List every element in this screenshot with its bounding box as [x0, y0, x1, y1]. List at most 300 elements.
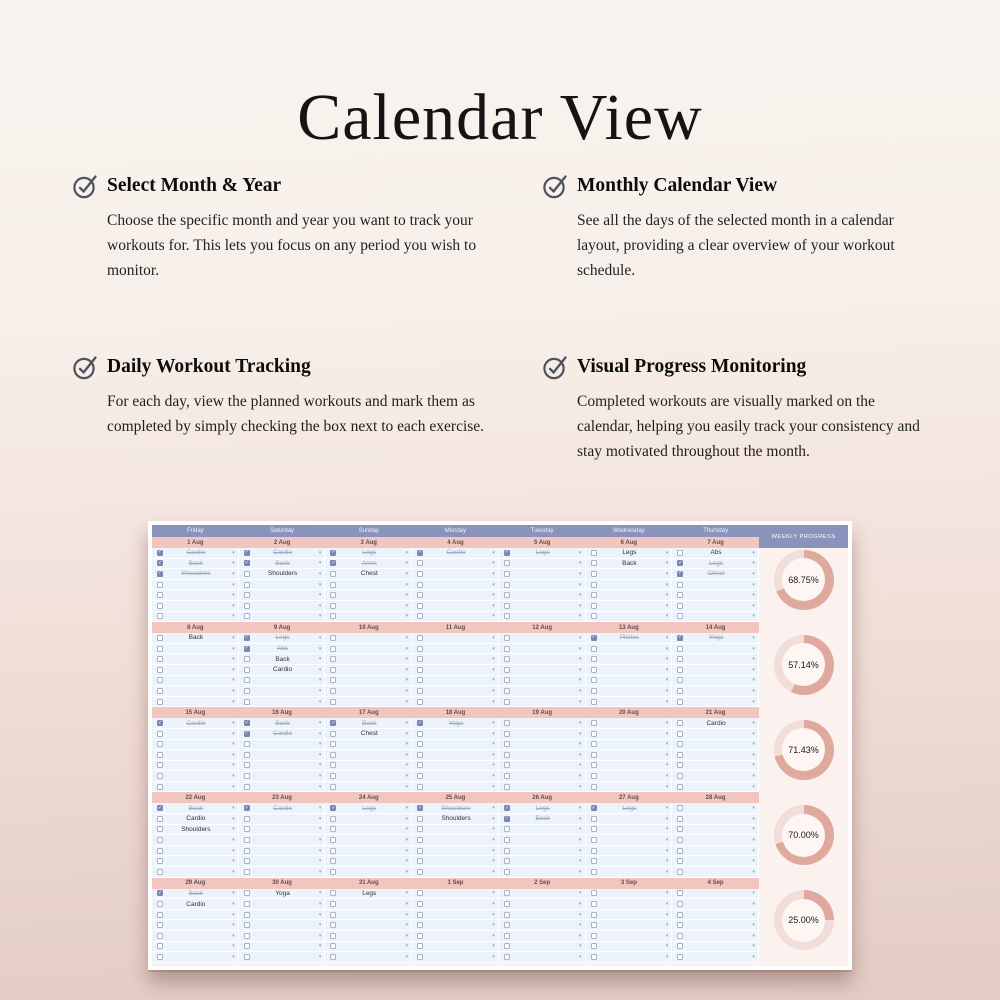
dropdown-arrow-icon[interactable]: ▾ — [752, 826, 755, 833]
dropdown-arrow-icon[interactable]: ▾ — [752, 645, 755, 652]
exercise-checkbox[interactable] — [417, 837, 423, 843]
exercise-checkbox[interactable] — [504, 613, 510, 619]
exercise-checkbox[interactable] — [677, 773, 683, 779]
dropdown-arrow-icon[interactable]: ▾ — [232, 592, 235, 599]
exercise-checkbox[interactable] — [591, 603, 597, 609]
exercise-checkbox[interactable] — [244, 741, 250, 747]
exercise-checkbox[interactable] — [591, 677, 597, 683]
exercise-checkbox[interactable] — [504, 731, 510, 737]
exercise-checkbox[interactable]: ✓ — [244, 645, 249, 652]
exercise-checkbox[interactable] — [677, 699, 683, 705]
dropdown-arrow-icon[interactable]: ▾ — [665, 783, 669, 790]
exercise-checkbox[interactable] — [677, 677, 683, 683]
dropdown-arrow-icon[interactable]: ▾ — [579, 932, 582, 939]
dropdown-arrow-icon[interactable]: ▾ — [405, 890, 409, 897]
exercise-checkbox[interactable] — [330, 603, 336, 609]
exercise-checkbox[interactable] — [157, 954, 163, 960]
exercise-checkbox[interactable] — [591, 773, 597, 779]
exercise-checkbox[interactable] — [157, 762, 163, 768]
dropdown-arrow-icon[interactable]: ▾ — [405, 922, 409, 929]
dropdown-arrow-icon[interactable]: ▾ — [405, 773, 409, 780]
dropdown-arrow-icon[interactable]: ▾ — [665, 858, 669, 865]
dropdown-arrow-icon[interactable]: ▾ — [232, 826, 235, 833]
dropdown-arrow-icon[interactable]: ▾ — [579, 741, 582, 748]
exercise-checkbox[interactable]: ✓ — [678, 570, 683, 577]
exercise-checkbox[interactable] — [504, 922, 510, 928]
dropdown-arrow-icon[interactable]: ▾ — [665, 868, 669, 875]
exercise-checkbox[interactable] — [591, 762, 597, 768]
exercise-checkbox[interactable] — [504, 571, 510, 577]
dropdown-arrow-icon[interactable]: ▾ — [752, 730, 755, 737]
dropdown-arrow-icon[interactable]: ▾ — [665, 890, 669, 897]
dropdown-arrow-icon[interactable]: ▾ — [752, 783, 755, 790]
dropdown-arrow-icon[interactable]: ▾ — [405, 815, 409, 822]
dropdown-arrow-icon[interactable]: ▾ — [579, 815, 582, 822]
dropdown-arrow-icon[interactable]: ▾ — [405, 720, 409, 727]
exercise-checkbox[interactable] — [330, 912, 336, 918]
exercise-checkbox[interactable]: ✓ — [418, 804, 423, 811]
exercise-checkbox[interactable]: ✓ — [157, 549, 163, 556]
dropdown-arrow-icon[interactable]: ▾ — [405, 783, 409, 790]
dropdown-arrow-icon[interactable]: ▾ — [318, 805, 322, 812]
dropdown-arrow-icon[interactable]: ▾ — [318, 953, 322, 960]
dropdown-arrow-icon[interactable]: ▾ — [232, 868, 235, 875]
dropdown-arrow-icon[interactable]: ▾ — [492, 613, 495, 620]
exercise-checkbox[interactable] — [157, 773, 163, 779]
exercise-checkbox[interactable] — [330, 943, 336, 949]
exercise-checkbox[interactable] — [330, 592, 336, 598]
exercise-checkbox[interactable] — [504, 646, 510, 652]
dropdown-arrow-icon[interactable]: ▾ — [752, 677, 755, 684]
exercise-checkbox[interactable] — [330, 826, 336, 832]
dropdown-arrow-icon[interactable]: ▾ — [579, 922, 582, 929]
exercise-checkbox[interactable] — [244, 858, 250, 864]
exercise-checkbox[interactable] — [591, 784, 597, 790]
dropdown-arrow-icon[interactable]: ▾ — [232, 922, 235, 929]
dropdown-arrow-icon[interactable]: ▾ — [232, 570, 235, 577]
exercise-checkbox[interactable] — [504, 954, 510, 960]
exercise-checkbox[interactable] — [330, 741, 336, 747]
exercise-checkbox[interactable] — [677, 943, 683, 949]
dropdown-arrow-icon[interactable]: ▾ — [665, 656, 669, 663]
exercise-checkbox[interactable]: ✓ — [418, 549, 423, 556]
dropdown-arrow-icon[interactable]: ▾ — [318, 943, 322, 950]
dropdown-arrow-icon[interactable]: ▾ — [579, 720, 582, 727]
exercise-checkbox[interactable] — [591, 613, 597, 619]
exercise-checkbox[interactable] — [417, 922, 423, 928]
exercise-checkbox[interactable] — [504, 688, 510, 694]
exercise-checkbox[interactable] — [677, 582, 683, 588]
dropdown-arrow-icon[interactable]: ▾ — [232, 773, 235, 780]
exercise-checkbox[interactable] — [677, 922, 683, 928]
dropdown-arrow-icon[interactable]: ▾ — [492, 953, 495, 960]
exercise-checkbox[interactable]: ✓ — [591, 804, 596, 811]
dropdown-arrow-icon[interactable]: ▾ — [405, 837, 409, 844]
dropdown-arrow-icon[interactable]: ▾ — [492, 858, 495, 865]
exercise-checkbox[interactable] — [591, 741, 597, 747]
dropdown-arrow-icon[interactable]: ▾ — [752, 560, 755, 567]
exercise-checkbox[interactable] — [504, 752, 510, 758]
dropdown-arrow-icon[interactable]: ▾ — [492, 645, 495, 652]
exercise-checkbox[interactable] — [417, 560, 423, 566]
exercise-checkbox[interactable] — [504, 656, 510, 662]
dropdown-arrow-icon[interactable]: ▾ — [318, 687, 322, 694]
exercise-checkbox[interactable] — [244, 933, 250, 939]
dropdown-arrow-icon[interactable]: ▾ — [492, 687, 495, 694]
exercise-checkbox[interactable] — [157, 667, 163, 673]
dropdown-arrow-icon[interactable]: ▾ — [579, 943, 582, 950]
dropdown-arrow-icon[interactable]: ▾ — [579, 890, 582, 897]
exercise-checkbox[interactable]: ✓ — [157, 804, 163, 811]
dropdown-arrow-icon[interactable]: ▾ — [405, 901, 409, 908]
exercise-checkbox[interactable] — [504, 603, 510, 609]
dropdown-arrow-icon[interactable]: ▾ — [232, 687, 235, 694]
exercise-checkbox[interactable] — [591, 837, 597, 843]
exercise-checkbox[interactable] — [591, 901, 597, 907]
dropdown-arrow-icon[interactable]: ▾ — [318, 592, 322, 599]
dropdown-arrow-icon[interactable]: ▾ — [752, 773, 755, 780]
dropdown-arrow-icon[interactable]: ▾ — [405, 677, 409, 684]
dropdown-arrow-icon[interactable]: ▾ — [579, 634, 582, 641]
exercise-checkbox[interactable] — [591, 731, 597, 737]
dropdown-arrow-icon[interactable]: ▾ — [405, 687, 409, 694]
exercise-checkbox[interactable] — [157, 603, 163, 609]
dropdown-arrow-icon[interactable]: ▾ — [405, 953, 409, 960]
dropdown-arrow-icon[interactable]: ▾ — [665, 847, 669, 854]
dropdown-arrow-icon[interactable]: ▾ — [492, 666, 495, 673]
dropdown-arrow-icon[interactable]: ▾ — [318, 656, 322, 663]
exercise-checkbox[interactable] — [330, 858, 336, 864]
exercise-checkbox[interactable] — [330, 646, 336, 652]
dropdown-arrow-icon[interactable]: ▾ — [665, 730, 669, 737]
dropdown-arrow-icon[interactable]: ▾ — [492, 805, 495, 812]
exercise-checkbox[interactable] — [677, 848, 683, 854]
dropdown-arrow-icon[interactable]: ▾ — [232, 602, 235, 609]
exercise-checkbox[interactable] — [504, 943, 510, 949]
exercise-checkbox[interactable] — [591, 943, 597, 949]
exercise-checkbox[interactable] — [591, 656, 597, 662]
dropdown-arrow-icon[interactable]: ▾ — [318, 677, 322, 684]
exercise-checkbox[interactable] — [504, 699, 510, 705]
exercise-checkbox[interactable] — [330, 933, 336, 939]
exercise-checkbox[interactable]: ✓ — [331, 804, 336, 811]
dropdown-arrow-icon[interactable]: ▾ — [579, 666, 582, 673]
dropdown-arrow-icon[interactable]: ▾ — [665, 741, 669, 748]
dropdown-arrow-icon[interactable]: ▾ — [492, 751, 495, 758]
dropdown-arrow-icon[interactable]: ▾ — [318, 613, 322, 620]
dropdown-arrow-icon[interactable]: ▾ — [752, 656, 755, 663]
exercise-checkbox[interactable] — [677, 667, 683, 673]
exercise-checkbox[interactable] — [417, 688, 423, 694]
dropdown-arrow-icon[interactable]: ▾ — [579, 549, 582, 556]
dropdown-arrow-icon[interactable]: ▾ — [579, 826, 582, 833]
dropdown-arrow-icon[interactable]: ▾ — [232, 741, 235, 748]
dropdown-arrow-icon[interactable]: ▾ — [665, 751, 669, 758]
exercise-checkbox[interactable] — [330, 954, 336, 960]
dropdown-arrow-icon[interactable]: ▾ — [665, 592, 669, 599]
dropdown-arrow-icon[interactable]: ▾ — [232, 901, 235, 908]
exercise-checkbox[interactable] — [244, 922, 250, 928]
dropdown-arrow-icon[interactable]: ▾ — [232, 815, 235, 822]
dropdown-arrow-icon[interactable]: ▾ — [318, 826, 322, 833]
exercise-checkbox[interactable] — [157, 869, 163, 875]
exercise-checkbox[interactable] — [504, 912, 510, 918]
exercise-checkbox[interactable] — [417, 635, 423, 641]
exercise-checkbox[interactable] — [244, 869, 250, 875]
exercise-checkbox[interactable] — [330, 922, 336, 928]
exercise-checkbox[interactable] — [417, 677, 423, 683]
dropdown-arrow-icon[interactable]: ▾ — [318, 815, 322, 822]
dropdown-arrow-icon[interactable]: ▾ — [665, 953, 669, 960]
exercise-checkbox[interactable] — [504, 933, 510, 939]
dropdown-arrow-icon[interactable]: ▾ — [492, 730, 495, 737]
exercise-checkbox[interactable]: ✓ — [157, 719, 163, 726]
dropdown-arrow-icon[interactable]: ▾ — [579, 581, 582, 588]
dropdown-arrow-icon[interactable]: ▾ — [752, 805, 755, 812]
exercise-checkbox[interactable] — [677, 826, 683, 832]
dropdown-arrow-icon[interactable]: ▾ — [579, 645, 582, 652]
exercise-checkbox[interactable] — [157, 699, 163, 705]
dropdown-arrow-icon[interactable]: ▾ — [318, 890, 322, 897]
dropdown-arrow-icon[interactable]: ▾ — [665, 634, 669, 641]
dropdown-arrow-icon[interactable]: ▾ — [579, 762, 582, 769]
dropdown-arrow-icon[interactable]: ▾ — [232, 953, 235, 960]
exercise-checkbox[interactable] — [417, 741, 423, 747]
dropdown-arrow-icon[interactable]: ▾ — [405, 666, 409, 673]
exercise-checkbox[interactable] — [504, 720, 510, 726]
exercise-checkbox[interactable]: ✓ — [244, 804, 249, 811]
exercise-checkbox[interactable] — [417, 848, 423, 854]
dropdown-arrow-icon[interactable]: ▾ — [232, 645, 235, 652]
dropdown-arrow-icon[interactable]: ▾ — [579, 698, 582, 705]
exercise-checkbox[interactable] — [244, 677, 250, 683]
exercise-checkbox[interactable] — [504, 858, 510, 864]
dropdown-arrow-icon[interactable]: ▾ — [232, 666, 235, 673]
exercise-checkbox[interactable] — [677, 731, 683, 737]
dropdown-arrow-icon[interactable]: ▾ — [579, 953, 582, 960]
exercise-checkbox[interactable] — [157, 837, 163, 843]
exercise-checkbox[interactable] — [417, 826, 423, 832]
dropdown-arrow-icon[interactable]: ▾ — [405, 698, 409, 705]
exercise-checkbox[interactable] — [244, 773, 250, 779]
exercise-checkbox[interactable]: ✓ — [678, 634, 683, 641]
exercise-checkbox[interactable] — [677, 656, 683, 662]
dropdown-arrow-icon[interactable]: ▾ — [579, 677, 582, 684]
dropdown-arrow-icon[interactable]: ▾ — [232, 634, 235, 641]
dropdown-arrow-icon[interactable]: ▾ — [405, 581, 409, 588]
exercise-checkbox[interactable] — [330, 613, 336, 619]
exercise-checkbox[interactable] — [591, 858, 597, 864]
exercise-checkbox[interactable] — [417, 582, 423, 588]
exercise-checkbox[interactable] — [417, 656, 423, 662]
dropdown-arrow-icon[interactable]: ▾ — [752, 570, 755, 577]
exercise-checkbox[interactable] — [591, 592, 597, 598]
dropdown-arrow-icon[interactable]: ▾ — [492, 602, 495, 609]
exercise-checkbox[interactable] — [591, 848, 597, 854]
dropdown-arrow-icon[interactable]: ▾ — [492, 677, 495, 684]
dropdown-arrow-icon[interactable]: ▾ — [492, 570, 495, 577]
dropdown-arrow-icon[interactable]: ▾ — [492, 932, 495, 939]
exercise-checkbox[interactable] — [677, 837, 683, 843]
exercise-checkbox[interactable] — [157, 688, 163, 694]
exercise-checkbox[interactable]: ✓ — [331, 549, 336, 556]
exercise-checkbox[interactable] — [504, 869, 510, 875]
exercise-checkbox[interactable] — [504, 560, 510, 566]
exercise-checkbox[interactable] — [591, 646, 597, 652]
dropdown-arrow-icon[interactable]: ▾ — [405, 805, 409, 812]
dropdown-arrow-icon[interactable]: ▾ — [492, 549, 495, 556]
dropdown-arrow-icon[interactable]: ▾ — [752, 922, 755, 929]
dropdown-arrow-icon[interactable]: ▾ — [318, 762, 322, 769]
dropdown-arrow-icon[interactable]: ▾ — [579, 730, 582, 737]
exercise-checkbox[interactable] — [591, 912, 597, 918]
exercise-checkbox[interactable] — [677, 592, 683, 598]
dropdown-arrow-icon[interactable]: ▾ — [492, 911, 495, 918]
dropdown-arrow-icon[interactable]: ▾ — [492, 826, 495, 833]
exercise-checkbox[interactable] — [504, 837, 510, 843]
dropdown-arrow-icon[interactable]: ▾ — [752, 868, 755, 875]
dropdown-arrow-icon[interactable]: ▾ — [752, 634, 755, 641]
exercise-checkbox[interactable] — [677, 613, 683, 619]
exercise-checkbox[interactable] — [157, 752, 163, 758]
exercise-checkbox[interactable]: ✓ — [244, 549, 249, 556]
dropdown-arrow-icon[interactable]: ▾ — [752, 549, 755, 556]
dropdown-arrow-icon[interactable]: ▾ — [318, 720, 322, 727]
dropdown-arrow-icon[interactable]: ▾ — [579, 783, 582, 790]
exercise-checkbox[interactable] — [417, 613, 423, 619]
dropdown-arrow-icon[interactable]: ▾ — [318, 901, 322, 908]
dropdown-arrow-icon[interactable]: ▾ — [665, 815, 669, 822]
exercise-checkbox[interactable] — [591, 890, 597, 896]
dropdown-arrow-icon[interactable]: ▾ — [492, 837, 495, 844]
dropdown-arrow-icon[interactable]: ▾ — [405, 730, 409, 737]
exercise-checkbox[interactable] — [504, 848, 510, 854]
dropdown-arrow-icon[interactable]: ▾ — [232, 847, 235, 854]
exercise-checkbox[interactable] — [677, 816, 683, 822]
exercise-checkbox[interactable] — [417, 784, 423, 790]
dropdown-arrow-icon[interactable]: ▾ — [405, 858, 409, 865]
dropdown-arrow-icon[interactable]: ▾ — [752, 666, 755, 673]
dropdown-arrow-icon[interactable]: ▾ — [232, 858, 235, 865]
exercise-checkbox[interactable] — [157, 646, 163, 652]
dropdown-arrow-icon[interactable]: ▾ — [492, 901, 495, 908]
dropdown-arrow-icon[interactable]: ▾ — [318, 773, 322, 780]
dropdown-arrow-icon[interactable]: ▾ — [405, 943, 409, 950]
dropdown-arrow-icon[interactable]: ▾ — [492, 762, 495, 769]
dropdown-arrow-icon[interactable]: ▾ — [665, 720, 669, 727]
exercise-checkbox[interactable] — [417, 890, 423, 896]
exercise-checkbox[interactable] — [417, 646, 423, 652]
exercise-checkbox[interactable] — [591, 752, 597, 758]
dropdown-arrow-icon[interactable]: ▾ — [752, 932, 755, 939]
dropdown-arrow-icon[interactable]: ▾ — [232, 837, 235, 844]
dropdown-arrow-icon[interactable]: ▾ — [665, 762, 669, 769]
dropdown-arrow-icon[interactable]: ▾ — [232, 932, 235, 939]
dropdown-arrow-icon[interactable]: ▾ — [318, 858, 322, 865]
dropdown-arrow-icon[interactable]: ▾ — [405, 741, 409, 748]
dropdown-arrow-icon[interactable]: ▾ — [665, 932, 669, 939]
exercise-checkbox[interactable]: ✓ — [331, 719, 336, 726]
dropdown-arrow-icon[interactable]: ▾ — [579, 613, 582, 620]
exercise-checkbox[interactable] — [591, 699, 597, 705]
exercise-checkbox[interactable]: ✓ — [244, 730, 249, 737]
dropdown-arrow-icon[interactable]: ▾ — [232, 783, 235, 790]
exercise-checkbox[interactable] — [330, 667, 336, 673]
dropdown-arrow-icon[interactable]: ▾ — [665, 549, 669, 556]
exercise-checkbox[interactable] — [330, 837, 336, 843]
dropdown-arrow-icon[interactable]: ▾ — [232, 549, 235, 556]
exercise-checkbox[interactable] — [677, 688, 683, 694]
exercise-checkbox[interactable] — [677, 954, 683, 960]
exercise-checkbox[interactable] — [417, 592, 423, 598]
dropdown-arrow-icon[interactable]: ▾ — [579, 592, 582, 599]
exercise-checkbox[interactable] — [330, 869, 336, 875]
exercise-checkbox[interactable] — [244, 592, 250, 598]
dropdown-arrow-icon[interactable]: ▾ — [752, 858, 755, 865]
dropdown-arrow-icon[interactable]: ▾ — [665, 666, 669, 673]
exercise-checkbox[interactable] — [591, 582, 597, 588]
exercise-checkbox[interactable] — [330, 656, 336, 662]
dropdown-arrow-icon[interactable]: ▾ — [405, 613, 409, 620]
dropdown-arrow-icon[interactable]: ▾ — [318, 645, 322, 652]
dropdown-arrow-icon[interactable]: ▾ — [492, 741, 495, 748]
dropdown-arrow-icon[interactable]: ▾ — [665, 922, 669, 929]
exercise-checkbox[interactable] — [417, 752, 423, 758]
exercise-checkbox[interactable] — [417, 603, 423, 609]
dropdown-arrow-icon[interactable]: ▾ — [752, 890, 755, 897]
exercise-checkbox[interactable] — [591, 816, 597, 822]
exercise-checkbox[interactable] — [330, 582, 336, 588]
exercise-checkbox[interactable] — [330, 688, 336, 694]
exercise-checkbox[interactable] — [157, 731, 163, 737]
exercise-checkbox[interactable] — [417, 954, 423, 960]
dropdown-arrow-icon[interactable]: ▾ — [492, 592, 495, 599]
exercise-checkbox[interactable] — [244, 826, 250, 832]
dropdown-arrow-icon[interactable]: ▾ — [318, 932, 322, 939]
exercise-checkbox[interactable] — [244, 784, 250, 790]
exercise-checkbox[interactable]: ✓ — [678, 559, 683, 566]
exercise-checkbox[interactable]: ✓ — [504, 549, 509, 556]
dropdown-arrow-icon[interactable]: ▾ — [232, 805, 235, 812]
exercise-checkbox[interactable] — [330, 762, 336, 768]
exercise-checkbox[interactable] — [591, 826, 597, 832]
dropdown-arrow-icon[interactable]: ▾ — [579, 858, 582, 865]
exercise-checkbox[interactable] — [330, 677, 336, 683]
exercise-checkbox[interactable] — [417, 869, 423, 875]
exercise-checkbox[interactable] — [591, 922, 597, 928]
exercise-checkbox[interactable] — [504, 677, 510, 683]
exercise-checkbox[interactable] — [157, 848, 163, 854]
exercise-checkbox[interactable] — [591, 933, 597, 939]
exercise-checkbox[interactable] — [330, 784, 336, 790]
exercise-checkbox[interactable] — [504, 582, 510, 588]
exercise-checkbox[interactable] — [677, 805, 683, 811]
exercise-checkbox[interactable] — [157, 912, 163, 918]
dropdown-arrow-icon[interactable]: ▾ — [318, 666, 322, 673]
dropdown-arrow-icon[interactable]: ▾ — [232, 698, 235, 705]
dropdown-arrow-icon[interactable]: ▾ — [405, 602, 409, 609]
exercise-checkbox[interactable] — [330, 635, 336, 641]
exercise-checkbox[interactable] — [244, 762, 250, 768]
exercise-checkbox[interactable] — [330, 848, 336, 854]
dropdown-arrow-icon[interactable]: ▾ — [665, 613, 669, 620]
exercise-checkbox[interactable] — [417, 571, 423, 577]
dropdown-arrow-icon[interactable]: ▾ — [752, 815, 755, 822]
dropdown-arrow-icon[interactable]: ▾ — [579, 805, 582, 812]
dropdown-arrow-icon[interactable]: ▾ — [318, 911, 322, 918]
dropdown-arrow-icon[interactable]: ▾ — [752, 741, 755, 748]
exercise-checkbox[interactable] — [244, 816, 250, 822]
